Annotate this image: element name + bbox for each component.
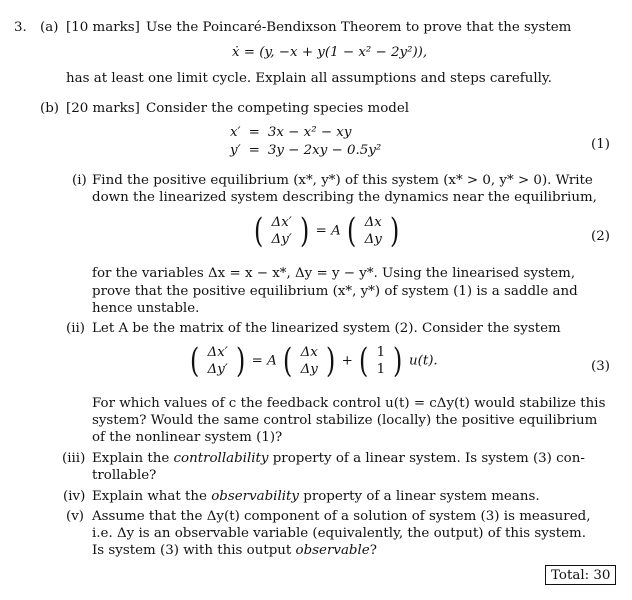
equals-sign: = bbox=[248, 143, 260, 158]
rhs-bottom: Δy bbox=[300, 362, 318, 377]
subpart-ii-line1: Let A be the matrix of the linearized system (2). Consider the system bbox=[92, 321, 561, 336]
subpart-iii-label: (iii) bbox=[62, 451, 86, 466]
part-a-label: (a) bbox=[40, 20, 59, 35]
input-vector bbox=[375, 344, 388, 378]
subpart-iii-emphasis: controllability bbox=[173, 451, 269, 466]
subpart-iv-label: (iv) bbox=[63, 489, 86, 504]
subpart-iv-post: property of a linear system means. bbox=[298, 489, 540, 504]
system-rhs-x: 3x − x² − xy bbox=[267, 125, 352, 140]
subpart-v-label: (v) bbox=[66, 509, 85, 524]
subpart-iii-line2: trollable? bbox=[92, 468, 157, 483]
equation-number-1: (1) bbox=[591, 137, 610, 152]
subpart-v-line2: i.e. Δy is an observable variable (equivalently, the output) of this system. bbox=[92, 526, 586, 541]
subpart-iii-line1 bbox=[92, 450, 585, 467]
subpart-iii-pre: Explain the bbox=[92, 451, 174, 466]
rhs-top: Δx bbox=[300, 345, 318, 360]
part-a-intro: Use the Poincaré-Bendixson Theorem to prove that the system bbox=[146, 20, 572, 35]
equals-sign: = bbox=[248, 125, 260, 140]
subpart-i-line3: for the variables Δx = x − x*, Δy = y − y*. Using the linearised system, bbox=[92, 266, 576, 281]
right-paren: ) bbox=[326, 341, 336, 381]
part-a-equation: ẋ = (y, −x + y(1 − x² − 2y²)), bbox=[232, 45, 428, 60]
part-a-closing: has at least one limit cycle. Explain all assumptions and steps carefully. bbox=[66, 71, 552, 86]
times-a: = A bbox=[315, 223, 341, 239]
left-paren: ( bbox=[189, 341, 200, 381]
rhs-bottom: Δy bbox=[364, 232, 382, 247]
part-b-marks: [20 marks] bbox=[66, 101, 140, 116]
subpart-i-line5: hence unstable. bbox=[92, 301, 200, 316]
times-a: = A bbox=[251, 353, 277, 369]
system-rhs-y: 3y − 2xy − 0.5y² bbox=[267, 143, 382, 158]
system-lhs-y: y′ bbox=[230, 143, 241, 158]
equation-number-3: (3) bbox=[591, 359, 610, 374]
part-b-intro: Consider the competing species model bbox=[146, 101, 410, 116]
lhs-vector bbox=[206, 344, 230, 378]
right-paren: ) bbox=[300, 211, 310, 251]
subpart-i-label: (i) bbox=[72, 173, 87, 188]
plus-sign: + bbox=[341, 353, 353, 369]
subpart-iv-pre: Explain what the bbox=[92, 489, 212, 504]
lhs-bottom: Δy′ bbox=[207, 362, 228, 377]
rhs-top: Δx bbox=[364, 215, 382, 230]
left-paren: ( bbox=[283, 341, 293, 381]
subpart-v-line3 bbox=[92, 542, 377, 559]
rhs-vector bbox=[363, 214, 384, 248]
subpart-ii-line4: of the nonlinear system (1)? bbox=[92, 430, 283, 445]
linearized-system-equation bbox=[252, 211, 401, 251]
system-lhs-x: x′ bbox=[230, 125, 241, 140]
subpart-ii-line2: For which values of c the feedback control u(t) = cΔy(t) would stabilize this bbox=[92, 396, 606, 411]
subpart-iii-post: property of a linear system. Is system (3) con- bbox=[268, 451, 585, 466]
controlled-system-equation bbox=[188, 341, 438, 381]
total-marks-box: Total: 30 bbox=[545, 565, 616, 585]
right-paren: ) bbox=[236, 341, 246, 381]
rhs-vector bbox=[299, 344, 320, 378]
subpart-ii-label: (ii) bbox=[66, 321, 86, 336]
right-paren: ) bbox=[393, 341, 403, 381]
part-a-marks: [10 marks] bbox=[66, 20, 140, 35]
subpart-i-line4: prove that the positive equilibrium (x*, y*) of system (1) is a saddle and bbox=[92, 284, 578, 299]
subpart-iv-line1 bbox=[92, 488, 540, 505]
right-paren: ) bbox=[390, 211, 400, 251]
lhs-vector bbox=[270, 214, 294, 248]
lhs-top: Δx′ bbox=[271, 215, 292, 230]
problem-number: 3. bbox=[14, 20, 27, 35]
lhs-top: Δx′ bbox=[207, 345, 228, 360]
input-top: 1 bbox=[376, 345, 386, 360]
subpart-i-line1: Find the positive equilibrium (x*, y*) of this system (x* > 0, y* > 0). Write bbox=[92, 173, 593, 188]
subpart-iv-emphasis: observability bbox=[211, 489, 299, 504]
part-b-label: (b) bbox=[40, 101, 60, 116]
subpart-v-line1: Assume that the Δy(t) component of a solution of system (3) is measured, bbox=[92, 509, 591, 524]
left-paren: ( bbox=[359, 341, 369, 381]
subpart-v-emphasis: observable bbox=[295, 543, 370, 558]
subpart-ii-line3: system? Would the same control stabilize (locally) the positive equilibrium bbox=[92, 413, 598, 428]
equation-number-2: (2) bbox=[591, 229, 610, 244]
left-paren: ( bbox=[253, 211, 264, 251]
left-paren: ( bbox=[347, 211, 357, 251]
competing-species-system bbox=[226, 124, 385, 160]
subpart-v-post: ? bbox=[369, 543, 377, 558]
control-input: u(t). bbox=[408, 353, 438, 369]
subpart-i-line2: down the linearized system describing the dynamics near the equilibrium, bbox=[92, 190, 597, 205]
input-bottom: 1 bbox=[376, 362, 386, 377]
lhs-bottom: Δy′ bbox=[271, 232, 292, 247]
subpart-v-pre: Is system (3) with this output bbox=[92, 543, 296, 558]
